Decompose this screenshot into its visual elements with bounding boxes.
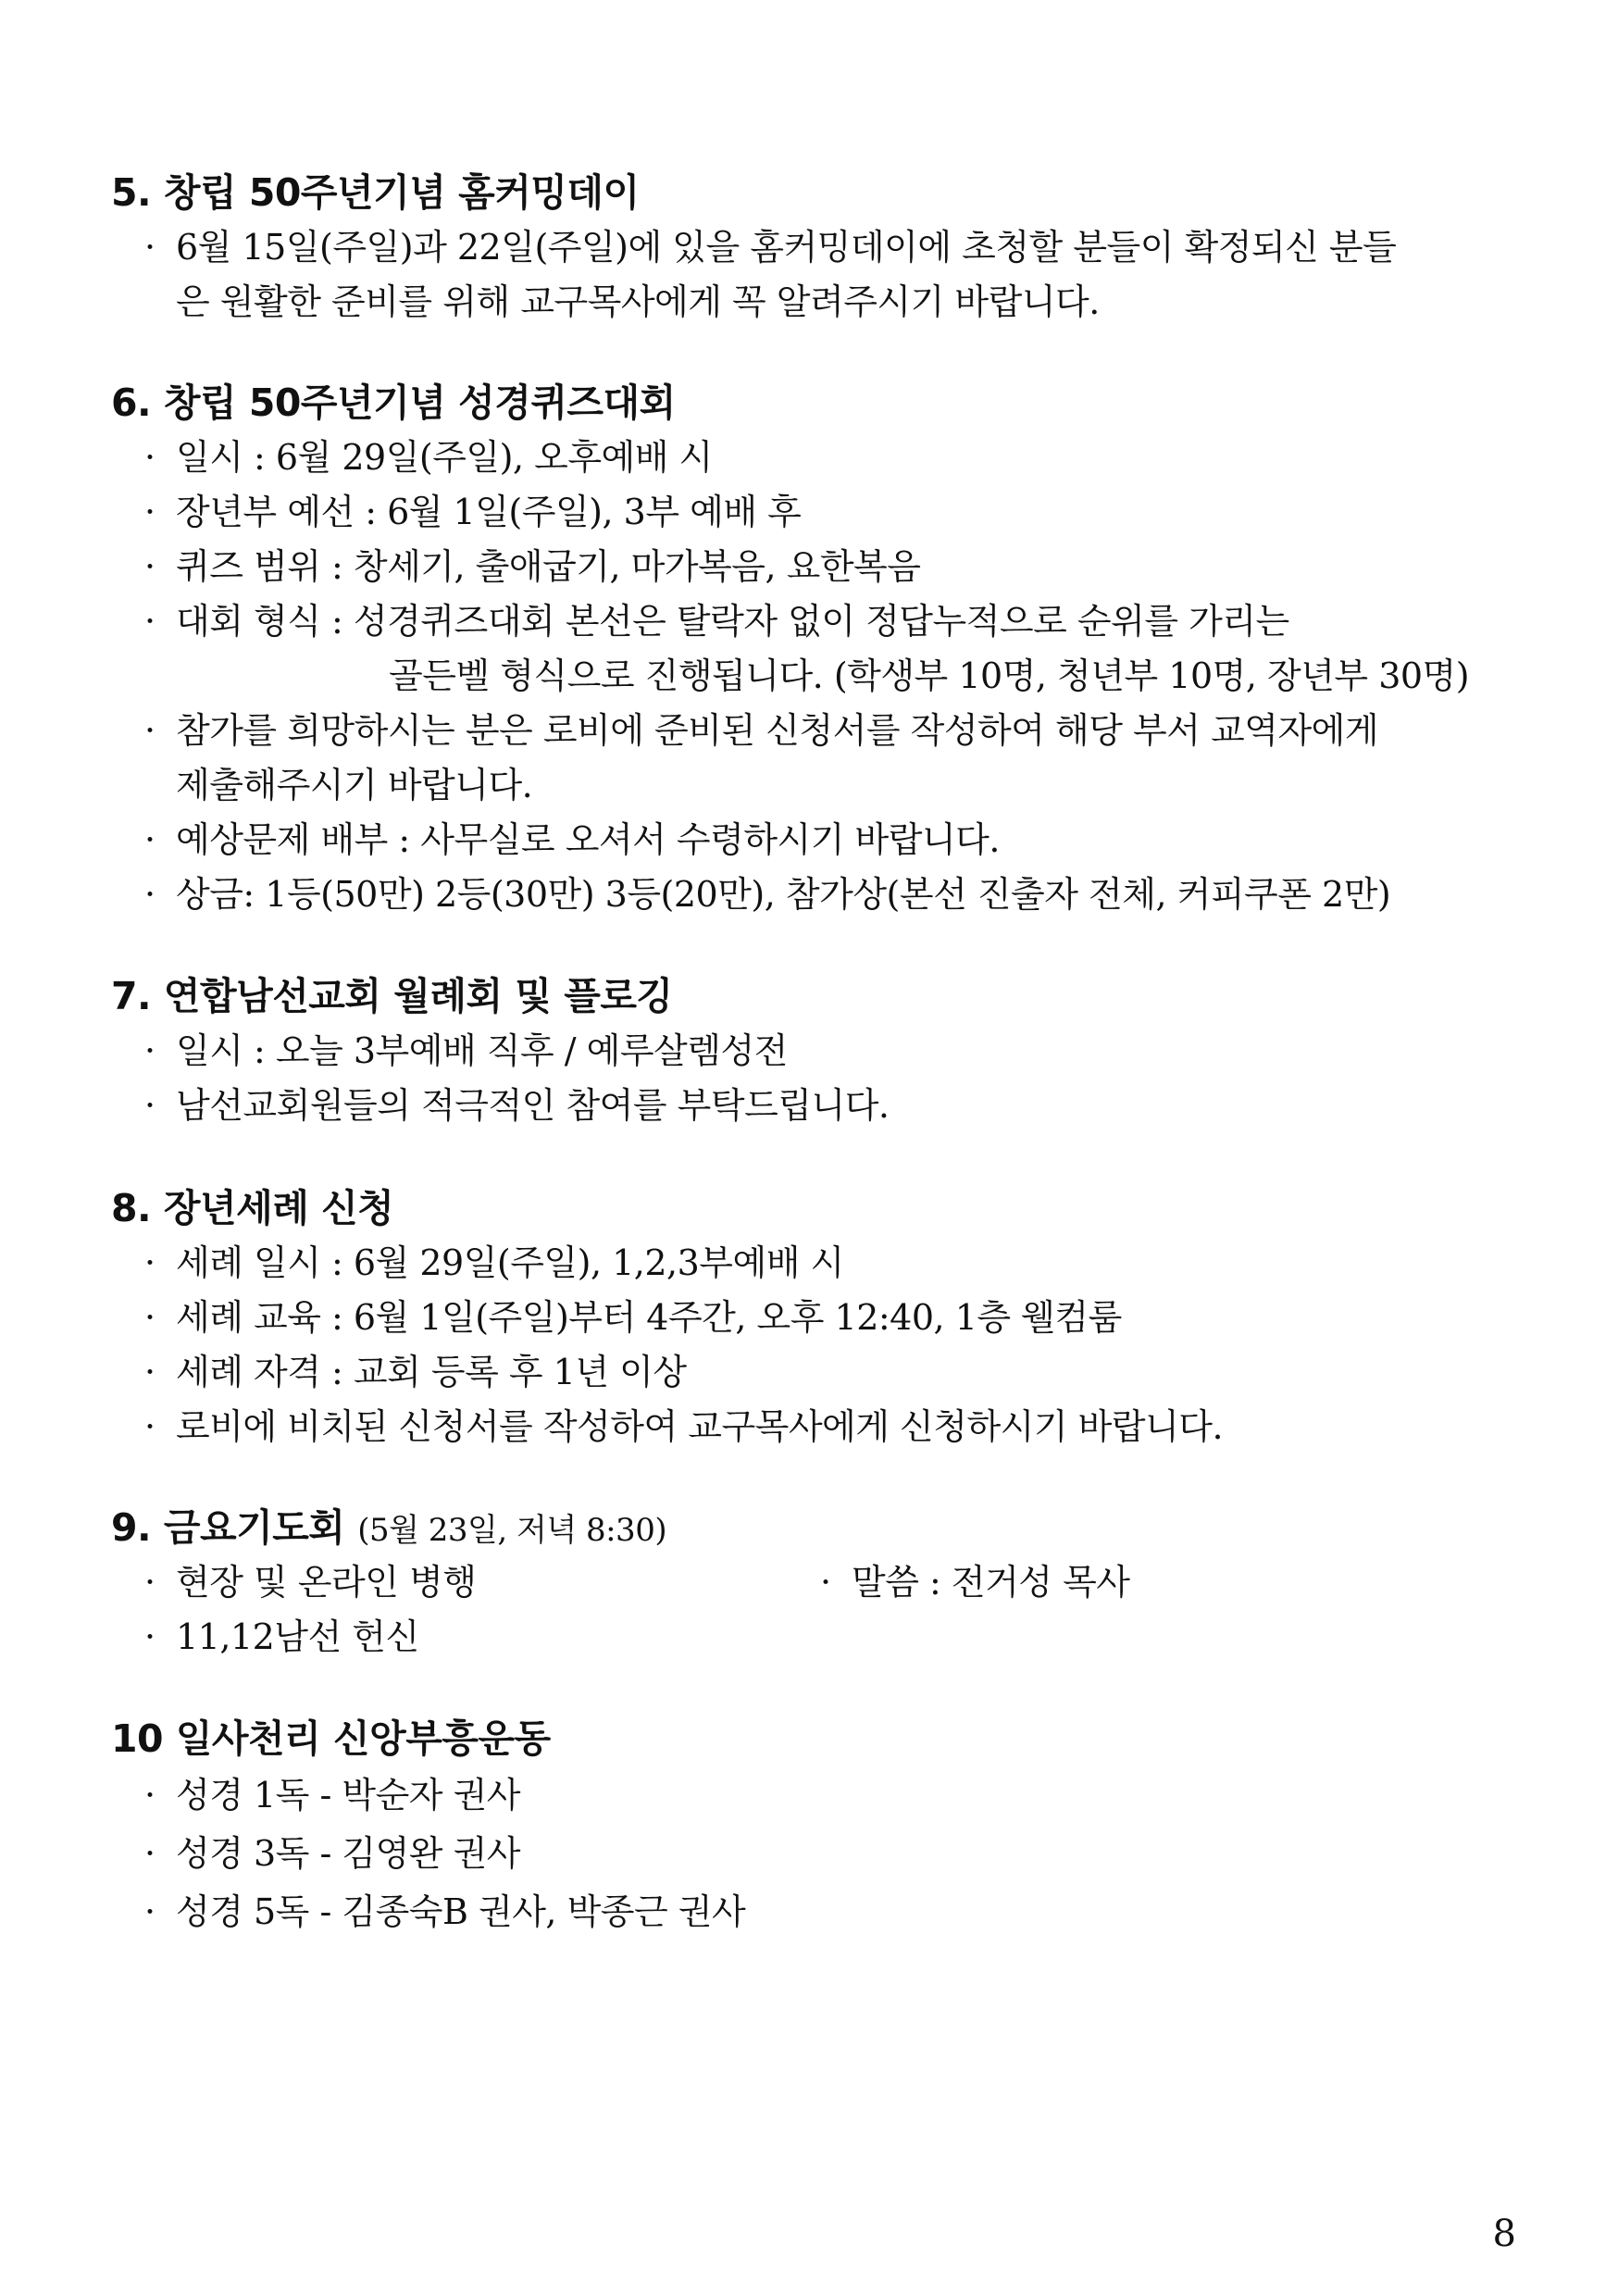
section-heading <box>111 1500 1518 1555</box>
list-item <box>111 594 1518 704</box>
item-text: 장년부 예선 : 6월 1일(주일), 3부 예배 후 <box>176 492 802 532</box>
bullet: · <box>144 227 156 268</box>
list-item <box>111 1555 476 1610</box>
list-item <box>111 1236 1518 1291</box>
list-item <box>111 540 1518 594</box>
item-text-continued: 제출해주시기 바랍니다. <box>176 765 533 805</box>
item-text: 현장 및 온라인 병행 <box>176 1562 477 1603</box>
section-friday-prayer <box>111 1500 1518 1665</box>
item-text: 대회 형식 : 성경퀴즈대회 본선은 탈락자 없이 정답누적으로 순위를 가리는 <box>176 601 1289 642</box>
item-text: 성경 1독 - 박순자 권사 <box>176 1775 520 1816</box>
list-item <box>111 1883 1518 1941</box>
list-item <box>111 1345 1518 1400</box>
item-text: 퀴즈 범위 : 창세기, 출애굽기, 마가복음, 요한복음 <box>176 546 921 587</box>
item-text-continued: 은 원활한 준비를 위해 교구목사에게 꼭 알려주시기 바랍니다. <box>176 281 1100 322</box>
item-text: 성경 5독 - 김종숙B 권사, 박종근 권사 <box>176 1891 746 1932</box>
bullet: · <box>144 1406 156 1447</box>
item-text: 로비에 비치된 신청서를 작성하여 교구목사에게 신청하시기 바랍니다. <box>176 1406 1224 1447</box>
bullet: · <box>144 1297 156 1338</box>
item-text: 상금: 1등(50만) 2등(30만) 3등(20만), 참가상(본선 진출자 전체, 커피쿠폰 2만) <box>176 874 1391 915</box>
bullet: · <box>144 819 156 860</box>
item-text: 성경 3독 - 김영완 권사 <box>176 1833 520 1874</box>
list-item <box>111 1825 1518 1883</box>
item-text: 예상문제 배부 : 사무실로 오셔서 수령하시기 바랍니다. <box>176 819 1000 860</box>
list-item <box>111 220 1518 330</box>
item-text-continued: 골든벨 형식으로 진행됩니다. (학생부 10명, 청년부 10명, 장년부 30명) <box>389 655 1470 696</box>
list-item <box>111 1766 1518 1825</box>
section-heading-date: (5월 23일, 저녁 8:30) <box>357 1512 667 1549</box>
list-item <box>111 485 1518 540</box>
bullet: · <box>144 1030 156 1071</box>
item-text: 말씀 : 전거성 목사 <box>852 1562 1130 1603</box>
list-item <box>111 813 1518 867</box>
item-text: 11,12남선 헌신 <box>176 1616 419 1657</box>
section-heading: 8. 장년세례 신청 <box>111 1186 394 1230</box>
bullet: · <box>144 710 156 751</box>
item-row <box>111 1555 1518 1610</box>
section-heading: 5. 창립 50주년기념 홈커밍데이 <box>111 170 640 215</box>
item-text: 세례 자격 : 교회 등록 후 1년 이상 <box>176 1352 687 1392</box>
bullet: · <box>144 1085 156 1126</box>
item-text: 6월 15일(주일)과 22일(주일)에 있을 홈커밍데이에 초청할 분들이 확정되신 분들 <box>176 227 1397 268</box>
item-text: 남선교회원들의 적극적인 참여를 부탁드립니다. <box>176 1085 890 1126</box>
list-item <box>111 1291 1518 1345</box>
section-heading-title: 9. 금요기도회 <box>111 1505 345 1550</box>
bullet: · <box>144 437 156 478</box>
bullet: · <box>144 1352 156 1392</box>
list-item <box>111 1079 1518 1133</box>
bullet: · <box>144 601 156 642</box>
list-item <box>111 1400 1518 1454</box>
item-text: 일시 : 6월 29일(주일), 오후예배 시 <box>176 437 713 478</box>
bullet: · <box>144 1562 156 1603</box>
list-item <box>111 867 1518 922</box>
bullet: · <box>144 1833 156 1874</box>
list-item <box>111 1024 1518 1079</box>
section-bible-reading-movement <box>111 1711 1518 1941</box>
bullet: · <box>144 1775 156 1816</box>
item-text: 세례 일시 : 6월 29일(주일), 1,2,3부예배 시 <box>176 1242 844 1283</box>
item-text: 일시 : 오늘 3부예배 직후 / 예루살렘성전 <box>176 1030 788 1071</box>
list-item <box>111 430 1518 485</box>
section-heading: 7. 연합남선교회 월례회 및 플로깅 <box>111 974 673 1018</box>
item-text: 세례 교육 : 6월 1일(주일)부터 4주간, 오후 12:40, 1층 웰컴룸 <box>176 1297 1122 1338</box>
list-item <box>111 1610 1518 1665</box>
section-bible-quiz <box>111 375 1518 922</box>
bullet: · <box>820 1562 831 1603</box>
bullet: · <box>144 1242 156 1283</box>
bullet: · <box>144 1891 156 1932</box>
bullet: · <box>144 546 156 587</box>
section-adult-baptism <box>111 1180 1518 1454</box>
section-heading: 6. 창립 50주년기념 성경퀴즈대회 <box>111 381 676 425</box>
bullet: · <box>144 492 156 532</box>
bullet: · <box>144 1616 156 1657</box>
page-number: 8 <box>1492 2213 1516 2255</box>
section-homecoming-day <box>111 165 1518 330</box>
item-text: 참가를 희망하시는 분은 로비에 준비된 신청서를 작성하여 해당 부서 교역자에게 <box>176 710 1379 751</box>
bullet: · <box>144 874 156 915</box>
list-item <box>111 704 1518 813</box>
list-item <box>787 1555 1130 1610</box>
section-mens-mission-meeting <box>111 968 1518 1133</box>
section-heading: 10 일사천리 신앙부흥운동 <box>111 1716 551 1761</box>
